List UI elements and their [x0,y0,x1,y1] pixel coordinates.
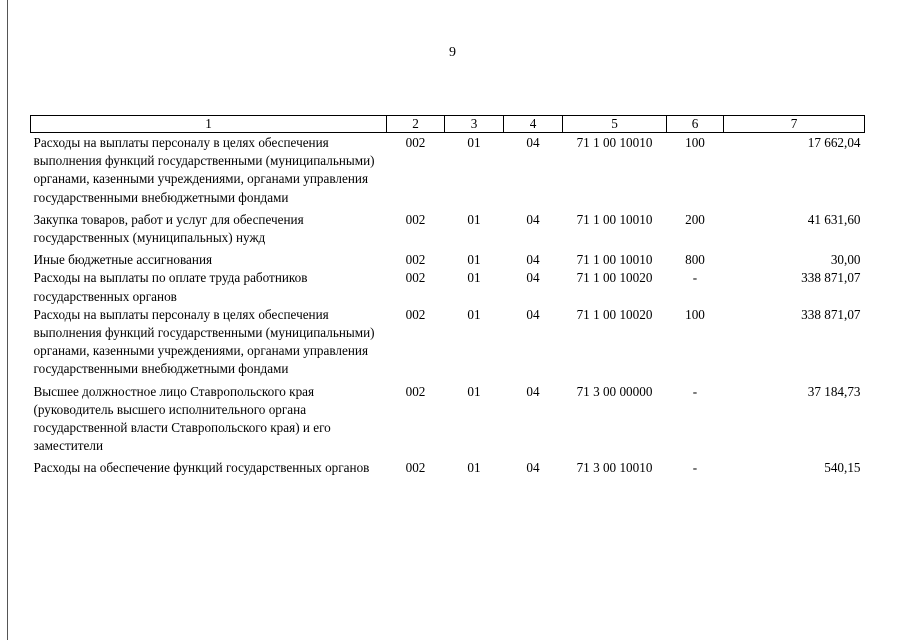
page-margin-line [7,0,8,640]
row-ministry: 002 [405,383,426,399]
column-header-amount: 7 [724,116,865,133]
row-name: Расходы на выплаты по оплате труда работников государственных органов [33,270,308,304]
row-subsection: 04 [526,252,540,268]
column-header-expense-type: 6 [667,116,724,133]
row-ministry: 002 [405,211,426,227]
table-header-row [31,116,865,133]
row-ministry: 002 [405,252,426,268]
row-subsection: 04 [526,460,540,476]
row-target: 71 1 00 10020 [576,306,653,322]
row-name: Расходы на выплаты персоналу в целях обеспечения выполнения функций государственными (муниципальными) органами, казенными учреждениями, органами управления государственными внебюджетными фондами [33,135,375,205]
row-subsection: 04 [526,211,540,227]
row-amount: 338 871,07 [801,306,861,322]
row-target: 71 1 00 10010 [576,135,653,150]
row-name: Расходы на выплаты персоналу в целях обеспечения выполнения функций государственными (муниципальными) органами, казенными учреждениями, органами управления государственными внебюджетными фондами [33,306,375,377]
row-expense-type: 800 [685,252,705,268]
row-expense-type: 100 [685,135,705,150]
row-subsection: 04 [526,306,540,322]
row-ministry: 002 [405,135,426,150]
row-ministry: 002 [405,460,426,476]
table-row [31,459,865,481]
column-header-section: 3 [445,116,504,133]
row-section: 01 [467,306,481,322]
row-expense-type: 100 [685,306,705,322]
row-target: 71 1 00 10020 [576,270,653,286]
row-amount: 338 871,07 [801,270,861,286]
column-header-name: 1 [31,116,387,133]
row-target: 71 1 00 10010 [576,252,653,268]
row-section: 01 [467,383,481,399]
column-header-ministry: 2 [387,116,445,133]
row-name: Высшее должностное лицо Ставропольского края (руководитель высшего исполнительного органа государственной власти Ставропольского края) и его заместители [33,383,331,454]
table-row [31,251,865,269]
table-row [31,383,865,460]
row-amount: 30,00 [830,252,861,268]
row-expense-type: - [692,383,698,399]
row-ministry: 002 [405,270,426,286]
page-number: 9 [449,45,456,60]
row-expense-type: - [692,460,698,476]
row-amount: 540,15 [824,460,861,476]
row-name: Закупка товаров, работ и услуг для обеспечения государственных (муниципальных) нужд [33,211,304,246]
column-header-subsection: 4 [504,116,563,133]
row-section: 01 [467,252,481,268]
row-section: 01 [467,270,481,286]
row-section: 01 [467,135,481,150]
table-row [31,211,865,251]
table-row [31,133,865,211]
row-target: 71 3 00 10010 [576,460,653,476]
row-amount: 41 631,60 [807,211,861,227]
row-section: 01 [467,460,481,476]
row-expense-type: 200 [685,211,705,227]
row-name: Расходы на обеспечение функций государственных органов [33,460,370,476]
row-subsection: 04 [526,135,540,150]
row-expense-type: - [692,270,698,286]
table-row [31,306,865,383]
row-target: 71 1 00 10010 [576,211,653,227]
row-name: Иные бюджетные ассигнования [33,252,213,268]
row-amount: 17 662,04 [807,135,861,150]
column-header-target: 5 [563,116,667,133]
row-subsection: 04 [526,383,540,399]
row-ministry: 002 [405,306,426,322]
table-row [31,269,865,305]
budget-table [30,115,865,482]
row-subsection: 04 [526,270,540,286]
row-amount: 37 184,73 [807,383,861,399]
row-section: 01 [467,211,481,227]
row-target: 71 3 00 00000 [576,383,653,399]
